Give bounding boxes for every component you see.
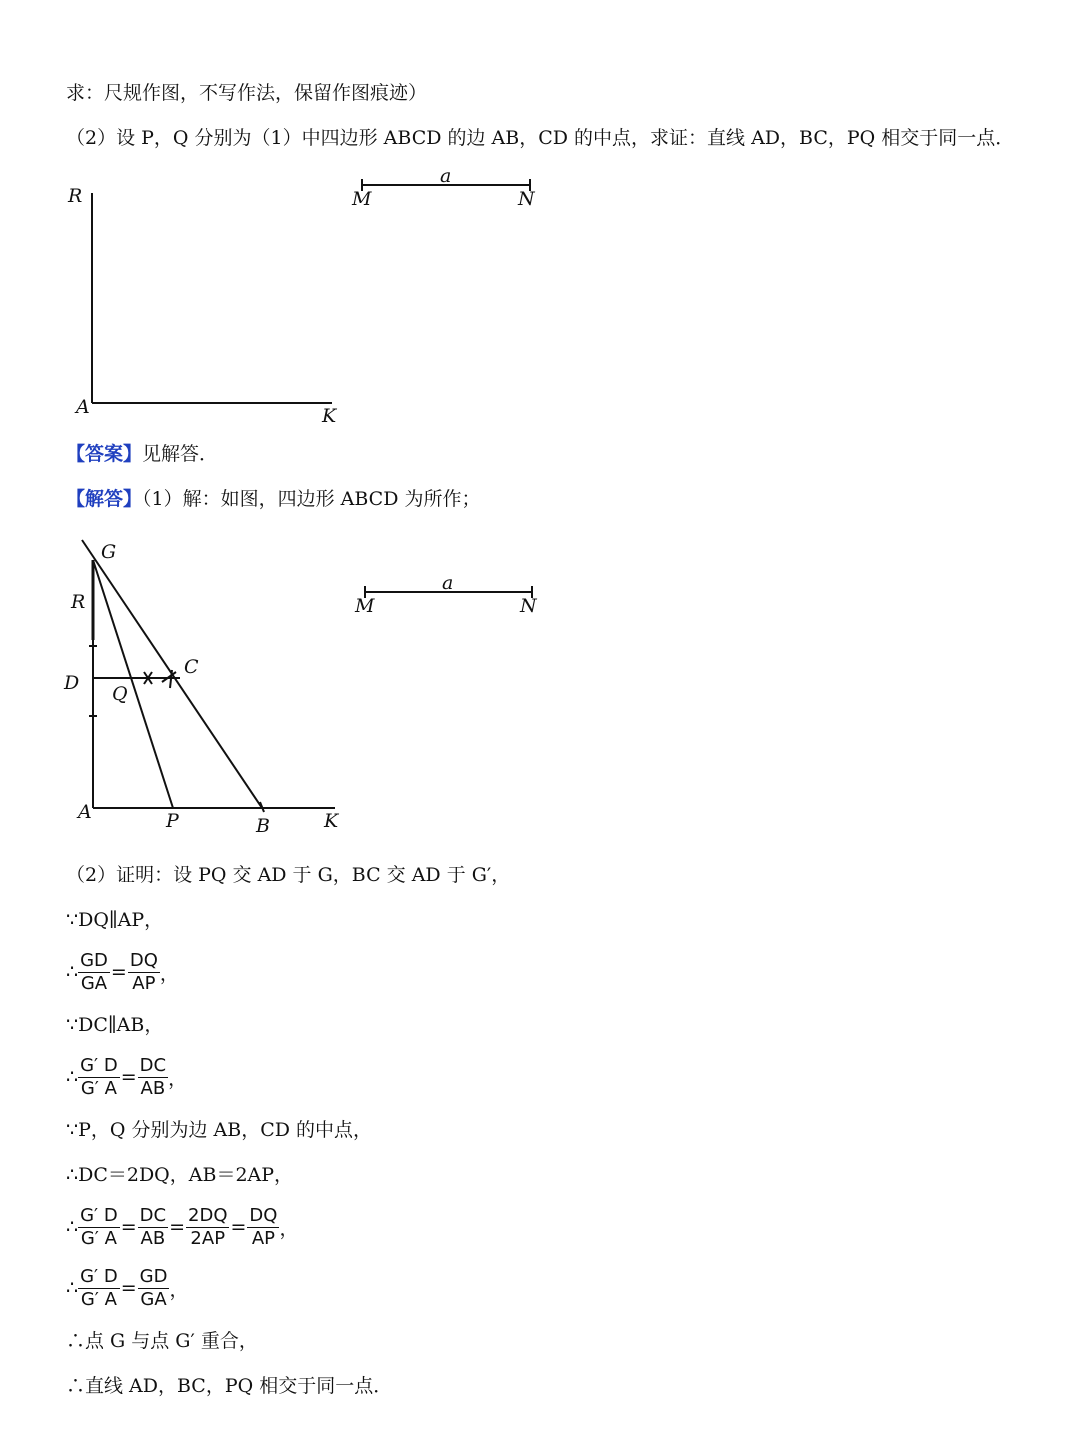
proof-line-1: （2）证明：设 PQ 交 AD 于 G，BC 交 AD 于 G′，: [66, 864, 511, 886]
fraction-dc-ab: $\frac{DC}{AB}$: [139, 1054, 167, 1099]
label-c: C: [184, 656, 199, 678]
label-n: N: [518, 188, 535, 210]
answer-text: 见解答．: [142, 443, 219, 465]
therefore-symbol: ∴: [66, 961, 79, 983]
therefore-symbol: ∴: [66, 1066, 79, 1088]
label-k-2: K: [324, 810, 339, 832]
proof-line-7: ∴DC＝2DQ，AB＝2AP，: [66, 1164, 294, 1186]
proof-line-11: ∴直线 AD，BC，PQ 相交于同一点．: [66, 1375, 393, 1397]
answer-tag: 【答案】: [66, 443, 143, 465]
proof-line-2: ∵DQ∥AP，: [66, 909, 164, 931]
label-a: A: [76, 396, 90, 418]
label-g: G: [101, 541, 117, 563]
label-n-2: N: [520, 595, 537, 617]
label-b: B: [256, 815, 270, 837]
problem-line-1: 求：尺规作图，不写作法，保留作图痕迹）: [66, 82, 428, 104]
label-k: K: [322, 405, 337, 427]
label-r: R: [68, 185, 83, 207]
proof-line-4: ∵DC∥AB，: [66, 1014, 164, 1036]
proof-line-3: ∴ $\frac{GD}{GA}$ = $\frac{DQ}{AP}$ ，: [66, 949, 179, 994]
label-a-length-2: a: [442, 572, 454, 594]
therefore-symbol: ∴: [66, 1277, 79, 1299]
proof-line-10: ∴点 G 与点 G′ 重合，: [66, 1330, 258, 1352]
proof-line-6: ∵P，Q 分别为边 AB，CD 的中点，: [66, 1119, 373, 1141]
label-a-2: A: [78, 801, 92, 823]
problem-line-2: （2）设 P，Q 分别为（1）中四边形 ABCD 的边 AB，CD 的中点，求证：直线 AD，BC，PQ 相交于同一点．: [66, 127, 1015, 149]
label-m: M: [352, 188, 372, 210]
equals-sign: =: [110, 961, 127, 983]
solution-text: （1）解：如图，四边形 ABCD 为所作；: [142, 488, 481, 510]
proof-line-8: ∴ $\frac{G' D}{G' A}$ = $\frac{DC}{AB}$ = $\frac{2DQ}{2AP}$ = $\frac{DQ}{AP}$ ，: [66, 1204, 299, 1249]
fraction-g1d-g1a: $\frac{G' D}{G' A}$: [80, 1054, 118, 1099]
label-p: P: [166, 810, 179, 832]
label-r-2: R: [71, 591, 86, 613]
proof-line-5: ∴ $\frac{G' D}{G' A}$ = $\frac{DC}{AB}$ ，: [66, 1054, 188, 1099]
label-q: Q: [112, 683, 128, 705]
line-g-p: [93, 560, 173, 808]
proof-line-9: ∴ $\frac{G' D}{G' A}$ = $\frac{GD}{GA}$ ，: [66, 1265, 189, 1310]
fraction-gd-ga: $\frac{GD}{GA}$: [80, 949, 108, 994]
label-a-length: a: [440, 165, 452, 187]
label-m-2: M: [355, 595, 375, 617]
therefore-symbol: ∴: [66, 1216, 79, 1238]
equals-sign: =: [120, 1066, 137, 1088]
fraction-dq-ap: $\frac{DQ}{AP}$: [129, 949, 158, 994]
solution-tag: 【解答】: [66, 488, 143, 510]
label-d: D: [64, 672, 80, 694]
